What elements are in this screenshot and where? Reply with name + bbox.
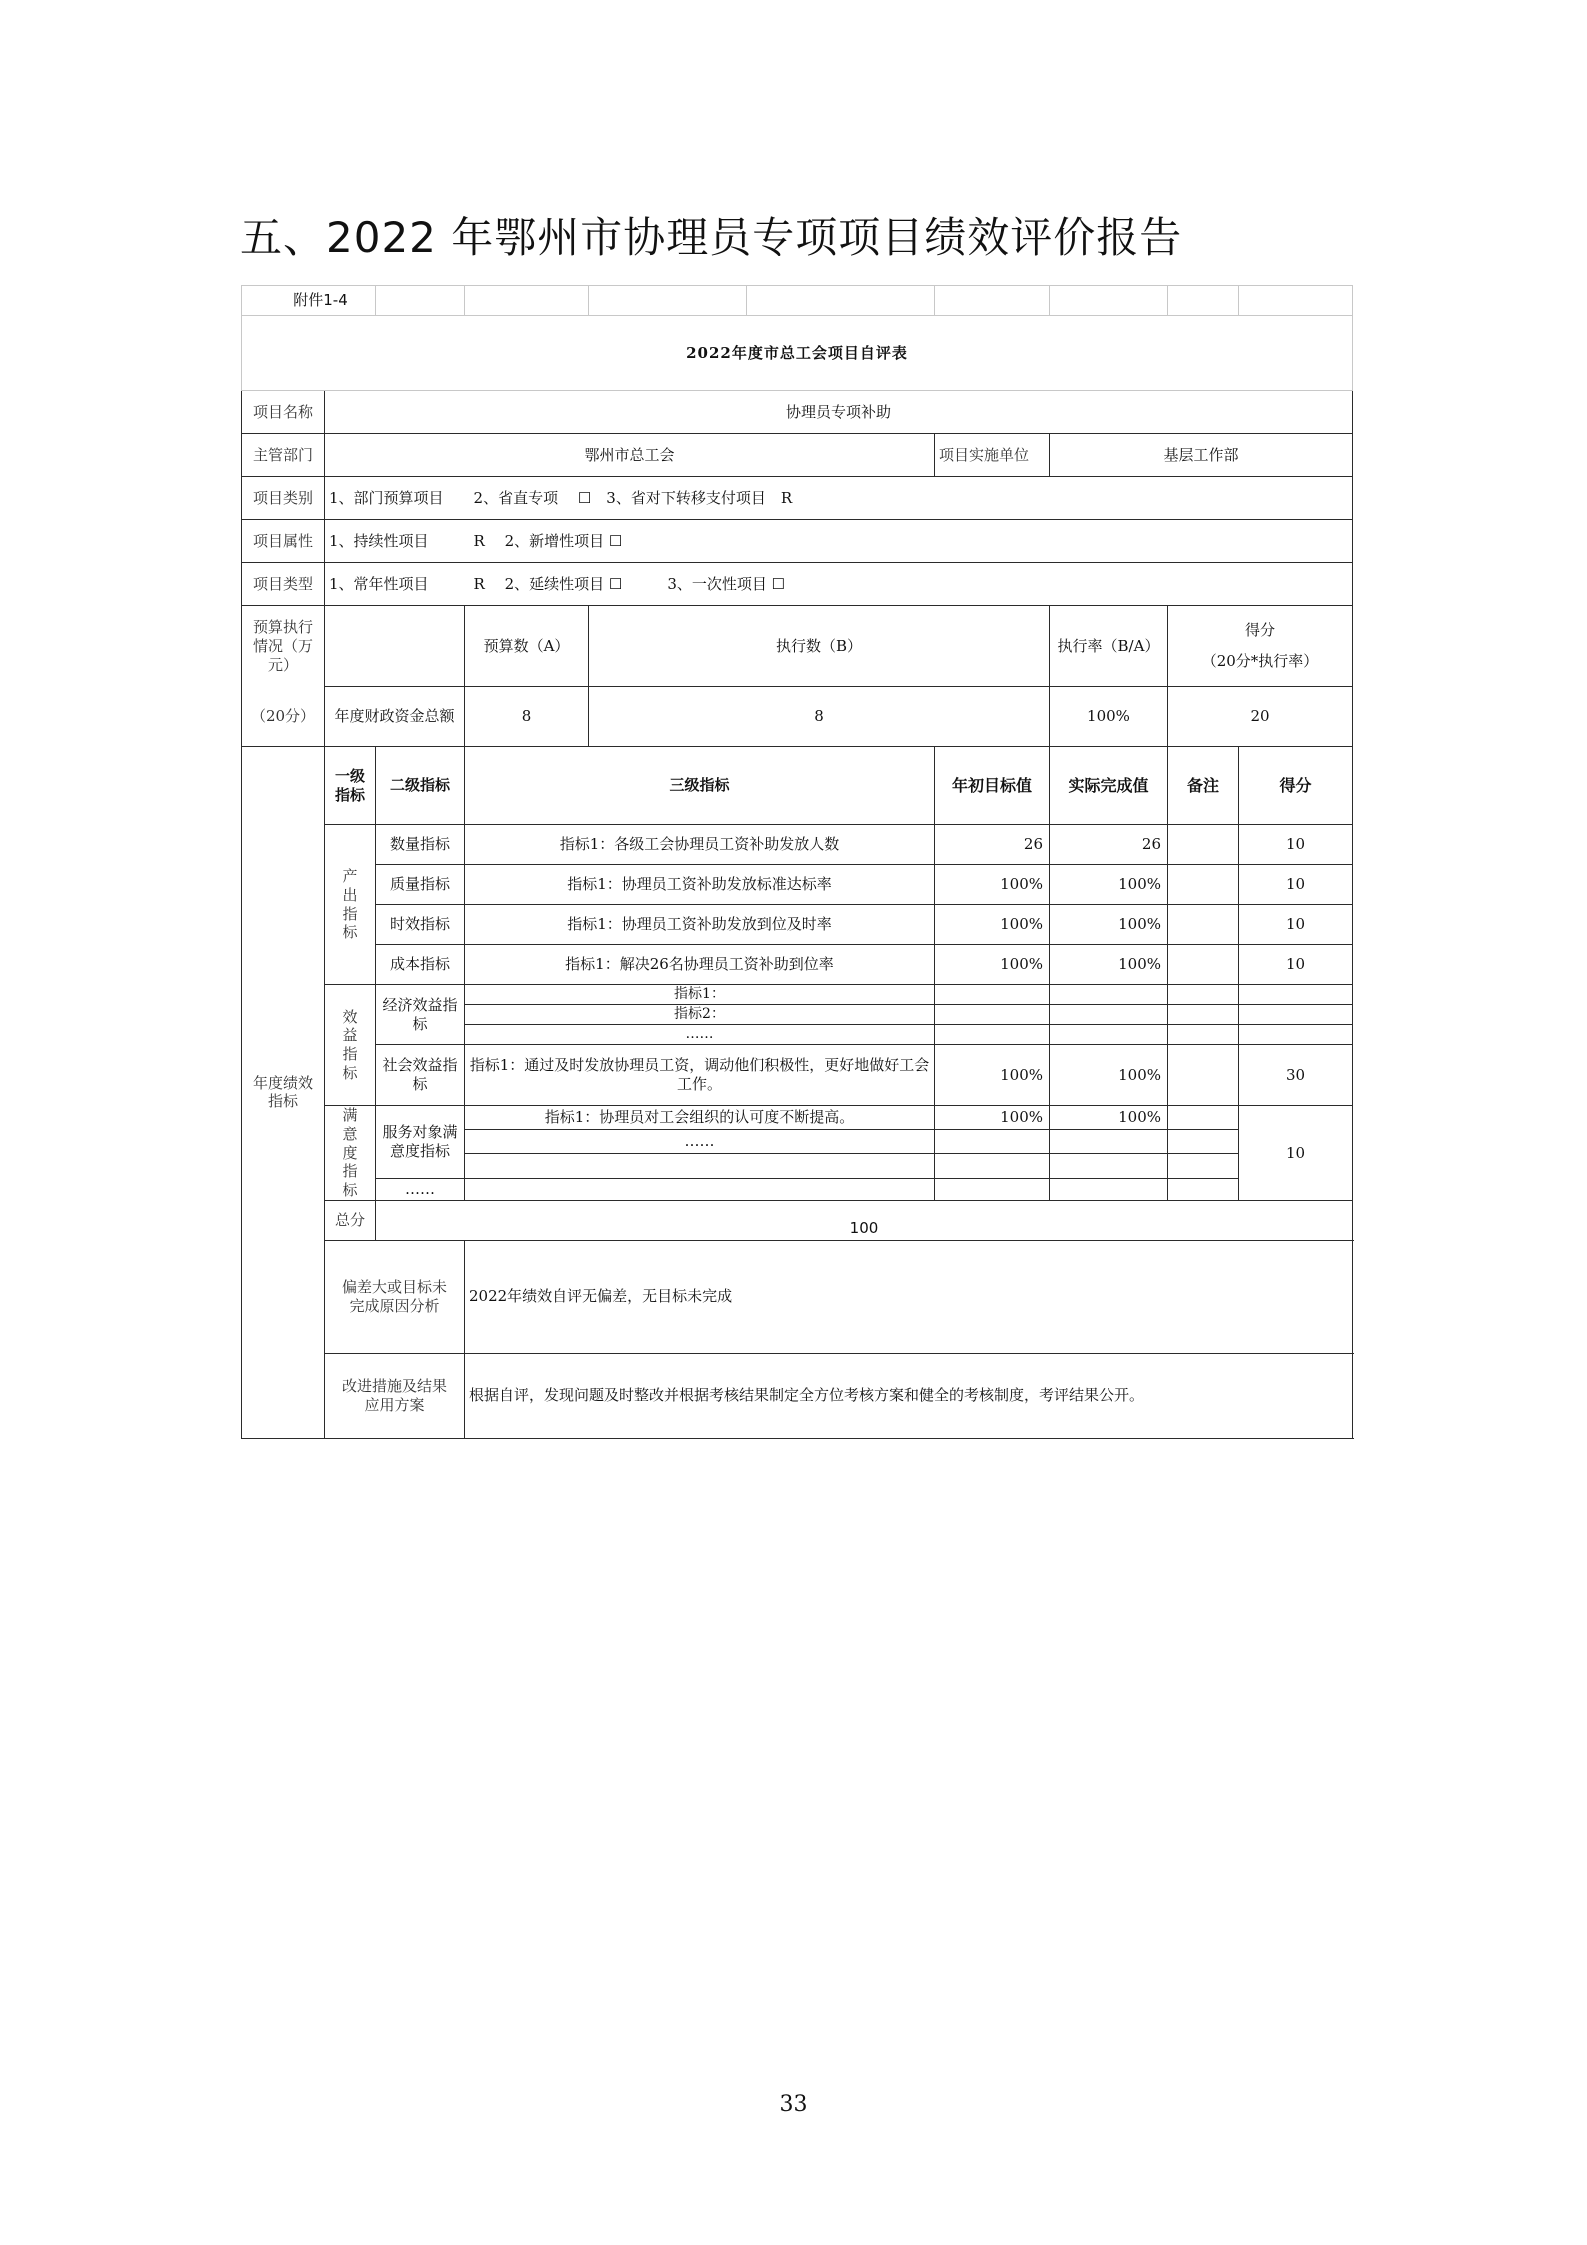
improvement-label: 改进措施及结果应用方案 bbox=[325, 1353, 465, 1438]
implementing-unit-value: 基层工作部 bbox=[1050, 434, 1353, 477]
satisfaction-level3: 指标1：协理员对工会组织的认可度不断提高。 bbox=[465, 1106, 935, 1130]
remark-header: 备注 bbox=[1168, 747, 1239, 825]
output-actual: 26 bbox=[1050, 825, 1168, 865]
page-heading: 五、2022 年鄂州市协理员专项项目绩效评价报告 bbox=[240, 213, 1183, 262]
blank-cell bbox=[1239, 985, 1353, 1005]
satisfaction-level3-more: …… bbox=[465, 1130, 935, 1154]
table-row bbox=[242, 865, 1353, 905]
department-label: 主管部门 bbox=[242, 434, 325, 477]
satisfaction-level2: 服务对象满意度指标 bbox=[376, 1106, 465, 1179]
output-level3: 指标1：解决26名协理员工资补助到位率 bbox=[465, 945, 935, 985]
output-actual: 100% bbox=[1050, 945, 1168, 985]
category-label: 项目类别 bbox=[242, 477, 325, 520]
output-indicator-label: 产出指标 bbox=[325, 825, 376, 985]
table-row bbox=[242, 1106, 1353, 1130]
budget-a-header: 预算数（A） bbox=[465, 606, 589, 687]
blank-cell bbox=[747, 286, 935, 316]
budget-score-value: 20 bbox=[1168, 687, 1353, 747]
social-level3: 指标1：通过及时发放协理员工资，调动他们积极性，更好地做好工会工作。 bbox=[465, 1045, 935, 1106]
blank-cell bbox=[935, 1154, 1050, 1178]
output-level3: 指标1：各级工会协理员工资补助发放人数 bbox=[465, 825, 935, 865]
blank-cell bbox=[1050, 1005, 1168, 1025]
social-actual: 100% bbox=[1050, 1045, 1168, 1106]
benefit-indicator-label: 效益指标 bbox=[325, 985, 376, 1106]
improvement-value: 根据自评，发现问题及时整改并根据考核结果制定全方位考核方案和健全的考核制度，考评结果公开。 bbox=[465, 1353, 1353, 1438]
social-level2: 社会效益指标 bbox=[376, 1045, 465, 1106]
satisfaction-remark bbox=[1168, 1106, 1239, 1130]
economic-item: 指标2： bbox=[465, 1005, 935, 1025]
output-level3: 指标1：协理员工资补助发放标准达标率 bbox=[465, 865, 935, 905]
output-level2: 成本指标 bbox=[376, 945, 465, 985]
type-label: 项目类型 bbox=[242, 563, 325, 606]
blank-cell bbox=[1050, 286, 1168, 316]
blank-cell bbox=[935, 985, 1050, 1005]
blank-cell bbox=[1168, 1005, 1239, 1025]
exec-rate-value: 100% bbox=[1050, 687, 1168, 747]
annual-perf-label: 年度绩效指标 bbox=[242, 747, 325, 1439]
table-row bbox=[242, 985, 1353, 1005]
blank-cell bbox=[1168, 1025, 1239, 1045]
output-target: 26 bbox=[935, 825, 1050, 865]
output-level2: 质量指标 bbox=[376, 865, 465, 905]
total-label: 总分 bbox=[325, 1200, 376, 1240]
table-row bbox=[242, 825, 1353, 865]
output-level2: 数量指标 bbox=[376, 825, 465, 865]
table-row bbox=[242, 945, 1353, 985]
self-evaluation-table bbox=[241, 285, 1353, 1439]
blank-cell bbox=[1239, 286, 1353, 316]
attribute-value: 1、持续性项目 R 2、新增性项目 ☐ bbox=[325, 520, 1353, 563]
score-header-cell bbox=[1168, 606, 1353, 687]
table-row bbox=[242, 1178, 1353, 1200]
table-title: 2022年度市总工会项目自评表 bbox=[242, 316, 1353, 391]
output-level2: 时效指标 bbox=[376, 905, 465, 945]
blank-cell bbox=[1168, 1154, 1239, 1178]
output-actual: 100% bbox=[1050, 865, 1168, 905]
project-name-value: 协理员专项补助 bbox=[325, 391, 1353, 434]
output-remark bbox=[1168, 865, 1239, 905]
score-header: 得分 bbox=[1244, 621, 1275, 640]
deviation-label: 偏差大或目标未完成原因分析 bbox=[325, 1240, 465, 1353]
level2-header: 二级指标 bbox=[376, 747, 465, 825]
satisfaction-target: 100% bbox=[935, 1106, 1050, 1130]
output-actual: 100% bbox=[1050, 905, 1168, 945]
output-score: 10 bbox=[1239, 945, 1353, 985]
annual-fund-label: 年度财政资金总额 bbox=[325, 687, 465, 747]
output-remark bbox=[1168, 825, 1239, 865]
implementing-unit-label: 项目实施单位 bbox=[935, 434, 1050, 477]
blank-cell bbox=[935, 1130, 1050, 1154]
satisfaction-level2-more: …… bbox=[376, 1178, 465, 1200]
output-score: 10 bbox=[1239, 865, 1353, 905]
blank-cell bbox=[1239, 1025, 1353, 1045]
output-target: 100% bbox=[935, 905, 1050, 945]
output-score: 10 bbox=[1239, 825, 1353, 865]
exec-rate-header: 执行率（B/A） bbox=[1050, 606, 1168, 687]
output-target: 100% bbox=[935, 945, 1050, 985]
output-remark bbox=[1168, 945, 1239, 985]
deviation-value: 2022年绩效自评无偏差，无目标未完成 bbox=[465, 1240, 1353, 1353]
actual-header: 实际完成值 bbox=[1050, 747, 1168, 825]
blank-cell bbox=[376, 286, 465, 316]
attachment-label: 附件1-4 bbox=[242, 286, 376, 316]
economic-item: …… bbox=[465, 1025, 935, 1045]
blank-cell bbox=[1050, 1025, 1168, 1045]
category-value: 1、部门预算项目 2、省直专项 ☐ 3、省对下转移支付项目 R bbox=[325, 477, 1353, 520]
exec-b-header: 执行数（B） bbox=[589, 606, 1050, 687]
level1-header: 一级指标 bbox=[325, 747, 376, 825]
score-note: （20分*执行率） bbox=[1201, 652, 1319, 670]
blank-cell bbox=[1050, 1154, 1168, 1178]
output-score: 10 bbox=[1239, 905, 1353, 945]
budget-a-value: 8 bbox=[465, 687, 589, 747]
exec-b-value: 8 bbox=[589, 687, 1050, 747]
blank-cell bbox=[1239, 1005, 1353, 1025]
target-header: 年初目标值 bbox=[935, 747, 1050, 825]
blank-cell bbox=[935, 286, 1050, 316]
social-target: 100% bbox=[935, 1045, 1050, 1106]
output-target: 100% bbox=[935, 865, 1050, 905]
level3-header: 三级指标 bbox=[465, 747, 935, 825]
blank-cell bbox=[465, 1154, 935, 1178]
department-value: 鄂州市总工会 bbox=[325, 434, 935, 477]
total-value: 100 bbox=[376, 1200, 1353, 1240]
blank-cell bbox=[1050, 1178, 1168, 1200]
blank-cell bbox=[935, 1005, 1050, 1025]
score-col-header: 得分 bbox=[1239, 747, 1353, 825]
type-value: 1、常年性项目 R 2、延续性项目 ☐ 3、一次性项目 ☐ bbox=[325, 563, 1353, 606]
blank-cell bbox=[325, 606, 465, 687]
blank-cell bbox=[1168, 1130, 1239, 1154]
output-level3: 指标1：协理员工资补助发放到位及时率 bbox=[465, 905, 935, 945]
project-name-label: 项目名称 bbox=[242, 391, 325, 434]
table-row bbox=[242, 905, 1353, 945]
budget-score-label: （20分） bbox=[242, 687, 325, 747]
blank-cell bbox=[935, 1025, 1050, 1045]
blank-cell bbox=[935, 1178, 1050, 1200]
satisfaction-actual: 100% bbox=[1050, 1106, 1168, 1130]
blank-cell bbox=[465, 1178, 935, 1200]
social-remark bbox=[1168, 1045, 1239, 1106]
satisfaction-indicator-label: 满意度指标 bbox=[325, 1106, 376, 1201]
blank-cell bbox=[465, 286, 589, 316]
blank-cell bbox=[1168, 985, 1239, 1005]
blank-cell bbox=[589, 286, 747, 316]
budget-exec-label: 预算执行情况（万元） bbox=[242, 606, 325, 687]
satisfaction-score: 10 bbox=[1239, 1106, 1353, 1201]
attribute-label: 项目属性 bbox=[242, 520, 325, 563]
blank-cell bbox=[1168, 286, 1239, 316]
blank-cell bbox=[1168, 1178, 1239, 1200]
page-number: 33 bbox=[779, 2092, 808, 2117]
economic-item: 指标1： bbox=[465, 985, 935, 1005]
output-remark bbox=[1168, 905, 1239, 945]
blank-cell bbox=[1050, 985, 1168, 1005]
table-row bbox=[242, 1045, 1353, 1106]
social-score: 30 bbox=[1239, 1045, 1353, 1106]
blank-cell bbox=[1050, 1130, 1168, 1154]
economic-level2: 经济效益指标 bbox=[376, 985, 465, 1045]
